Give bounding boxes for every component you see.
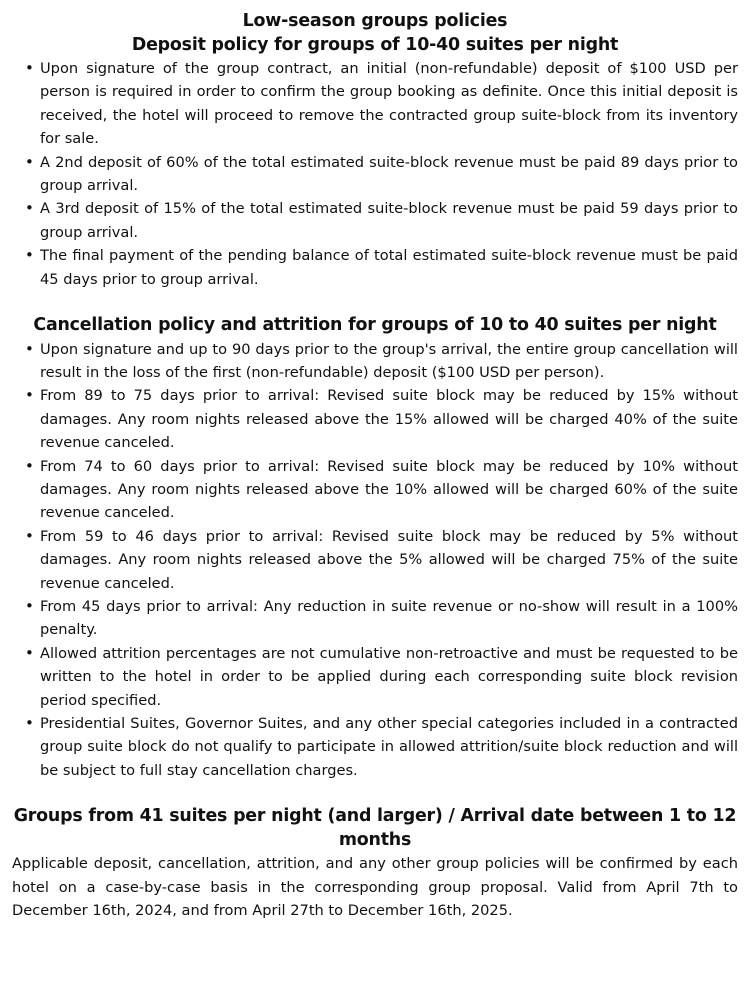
bullet-icon: •	[25, 714, 34, 733]
list-item-text: Upon signature of the group contract, an initial (non-refundable) deposit of $100 USD per person is required in order to confirm the group booking as definite. Once this initial deposit is received, the hotel will proceed to remove the contracted group suite-block from its inventory for sale.	[40, 60, 738, 148]
list-item-text: A 2nd deposit of 60% of the total estimated suite-block revenue must be paid 89 days prior to group arrival.	[40, 153, 738, 195]
document-title: Low-season groups policies	[242, 11, 508, 31]
large-groups-paragraph: Applicable deposit, cancellation, attrition, and any other group policies will be confirmed by each hotel on a case-by-case basis in the corresponding group proposal. Valid from April 7th to December 16th, 2024, and from April 27th to December 16th, 2025.	[12, 855, 738, 920]
list-item-text: From 45 days prior to arrival: Any reduction in suite revenue or no-show will result in a 100% penalty.	[40, 598, 738, 639]
list-item	[12, 151, 738, 198]
large-groups-heading: Groups from 41 suites per night (and larger) / Arrival date between 1 to 12 months	[13, 806, 737, 850]
bullet-icon: •	[25, 643, 34, 662]
list-item-text: A 3rd deposit of 15% of the total estimated suite-block revenue must be paid 59 days prior to group arrival.	[40, 200, 738, 241]
cancellation-policy-list	[12, 338, 738, 783]
list-item	[12, 57, 738, 151]
list-item	[12, 244, 738, 291]
list-item-text: The final payment of the pending balance of total estimated suite-block revenue must be paid 45 days prior to group arrival.	[40, 247, 738, 288]
list-item	[12, 338, 738, 385]
list-item-text: From 59 to 46 days prior to arrival: Revised suite block may be reduced by 5% without damages. Any room nights released above the 5% allowed will be charged 75% of the suite revenue canceled.	[40, 527, 738, 592]
list-item-text: Allowed attrition percentages are not cumulative non-retroactive and must be requested to be written to the hotel in order to be applied during each corresponding suite block revision period specified.	[40, 644, 738, 709]
list-item-text: From 89 to 75 days prior to arrival: Revised suite block may be reduced by 15% without damages. Any room nights released above the 15% allowed will be charged 40% of the suite revenue canceled.	[40, 387, 738, 452]
section-spacer	[12, 291, 738, 314]
list-item-text: Presidential Suites, Governor Suites, and any other special categories included in a contracted group suite block do not qualify to participate in allowed attrition/suite block reduction and will be subject to full stay cancellation charges.	[40, 715, 738, 779]
list-item	[12, 384, 738, 454]
deposit-policy-list	[12, 57, 738, 291]
list-item	[12, 595, 738, 642]
section-spacer	[12, 782, 738, 805]
cancellation-policy-heading: Cancellation policy and attrition for groups of 10 to 40 suites per night	[33, 315, 717, 336]
deposit-policy-heading: Deposit policy for groups of 10-40 suites per night	[131, 34, 619, 55]
list-item	[12, 712, 738, 782]
list-item	[12, 525, 738, 595]
list-item	[12, 197, 738, 244]
bullet-icon: •	[25, 246, 34, 265]
bullet-icon: •	[25, 59, 34, 77]
bullet-icon: •	[25, 597, 34, 616]
list-item-text: Upon signature and up to 90 days prior to the group's arrival, the entire group cancellation will result in the loss of the first (non-refundable) deposit ($100 USD per person).	[40, 340, 738, 381]
bullet-icon: •	[25, 152, 34, 171]
bullet-icon: •	[25, 386, 34, 405]
list-item	[12, 642, 738, 712]
list-item	[12, 455, 738, 525]
list-item-text: From 74 to 60 days prior to arrival: Revised suite block may be reduced by 10% without damages. Any room nights released above the 10% allowed will be charged 60% of the suite revenue canceled.	[40, 457, 738, 522]
bullet-icon: •	[25, 526, 34, 545]
bullet-icon: •	[25, 339, 34, 358]
bullet-icon: •	[25, 456, 34, 475]
bullet-icon: •	[25, 199, 34, 218]
